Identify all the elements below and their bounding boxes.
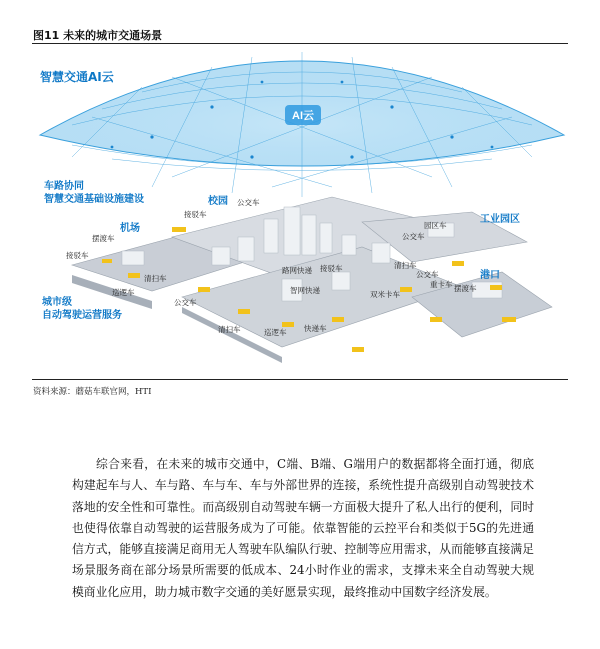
bottom-rule: [32, 379, 568, 380]
label-bus-east: 公交车: [416, 270, 439, 279]
label-express-car: 快递车: [304, 324, 327, 333]
body-paragraph: 综合来看，在未来的城市交通中，C端、B端、G端用户的数据都将全面打通，彻底构建起车与人、车与路、车与车、车与外部世界的连接，系统性提升高级别自动驾驶技术落地的安全性和可靠性。而高级别自动驾驶车辆一方面极大提升了私人出行的便利，同时也使得依靠自动驾驶的运营服务成为了可能。依靠智能的云控平台和类似于5G的先进通信方式，能够直接满足商用无人驾驶车队编队行驶、控制等应用需求，从而能够直接满足场景服务商在部分场景所需要的低成本、24小时作业的需求，支撑未来全自动驾驶大规模商业化应用，助力城市数字交通的美好愿景实现，最终推动中国数字经济发展。: [72, 457, 534, 599]
label-sweeper-3: 清扫车: [394, 261, 417, 270]
cloud-title: 智慧交通AI云: [40, 70, 114, 84]
label-patrol-1: 巡逻车: [112, 288, 135, 297]
label-park-car: 园区车: [424, 221, 447, 230]
label-sweeper-1: 清扫车: [144, 274, 167, 283]
ai-cloud-logo: [285, 105, 321, 125]
service-title-line-2: 自动驾驶运营服务: [42, 310, 122, 321]
city-traffic-illustration: [32, 47, 568, 377]
label-bus-center: 公交车: [174, 298, 197, 307]
service-title-line-1: 城市级: [42, 297, 72, 308]
source-note: 资料来源：蘑菇车联官网，HTI: [33, 387, 152, 397]
label-shuttle-airport-2: 接驳车: [66, 251, 89, 260]
label-patrol-2: 巡逻车: [264, 328, 287, 337]
infra-title-line-1: 车路协同: [44, 181, 84, 192]
svg-text:AI云: AI云: [292, 110, 314, 122]
label-bus-park: 公交车: [402, 232, 425, 241]
label-robotaxi-1: 路网快递: [282, 266, 312, 275]
infra-title-line-2: 智慧交通基础设施建设: [44, 194, 144, 205]
figure-illustration: [32, 47, 568, 377]
zone-port: 港口: [480, 270, 500, 281]
label-shuttle-center: 接驳车: [320, 264, 343, 273]
zone-airport: 机场: [120, 223, 140, 234]
top-rule: [32, 43, 568, 44]
label-bus-campus: 公交车: [237, 198, 260, 207]
figure-title: 图11 未来的城市交通场景: [33, 29, 163, 42]
zone-campus: 校园: [208, 196, 228, 207]
ai-cloud-dome: [40, 52, 564, 197]
label-heavy-truck: 双米卡车: [370, 290, 400, 299]
label-truck: 重卡车: [430, 280, 453, 289]
label-shuttle-airport: 摆渡车: [92, 234, 115, 243]
label-sweeper-2: 清扫车: [218, 325, 241, 334]
label-ferry: 摆渡车: [454, 284, 477, 293]
label-shuttle-campus: 接驳车: [184, 210, 207, 219]
zone-industrial-park: 工业园区: [480, 214, 520, 225]
label-robotaxi-2: 智网快递: [290, 286, 320, 295]
